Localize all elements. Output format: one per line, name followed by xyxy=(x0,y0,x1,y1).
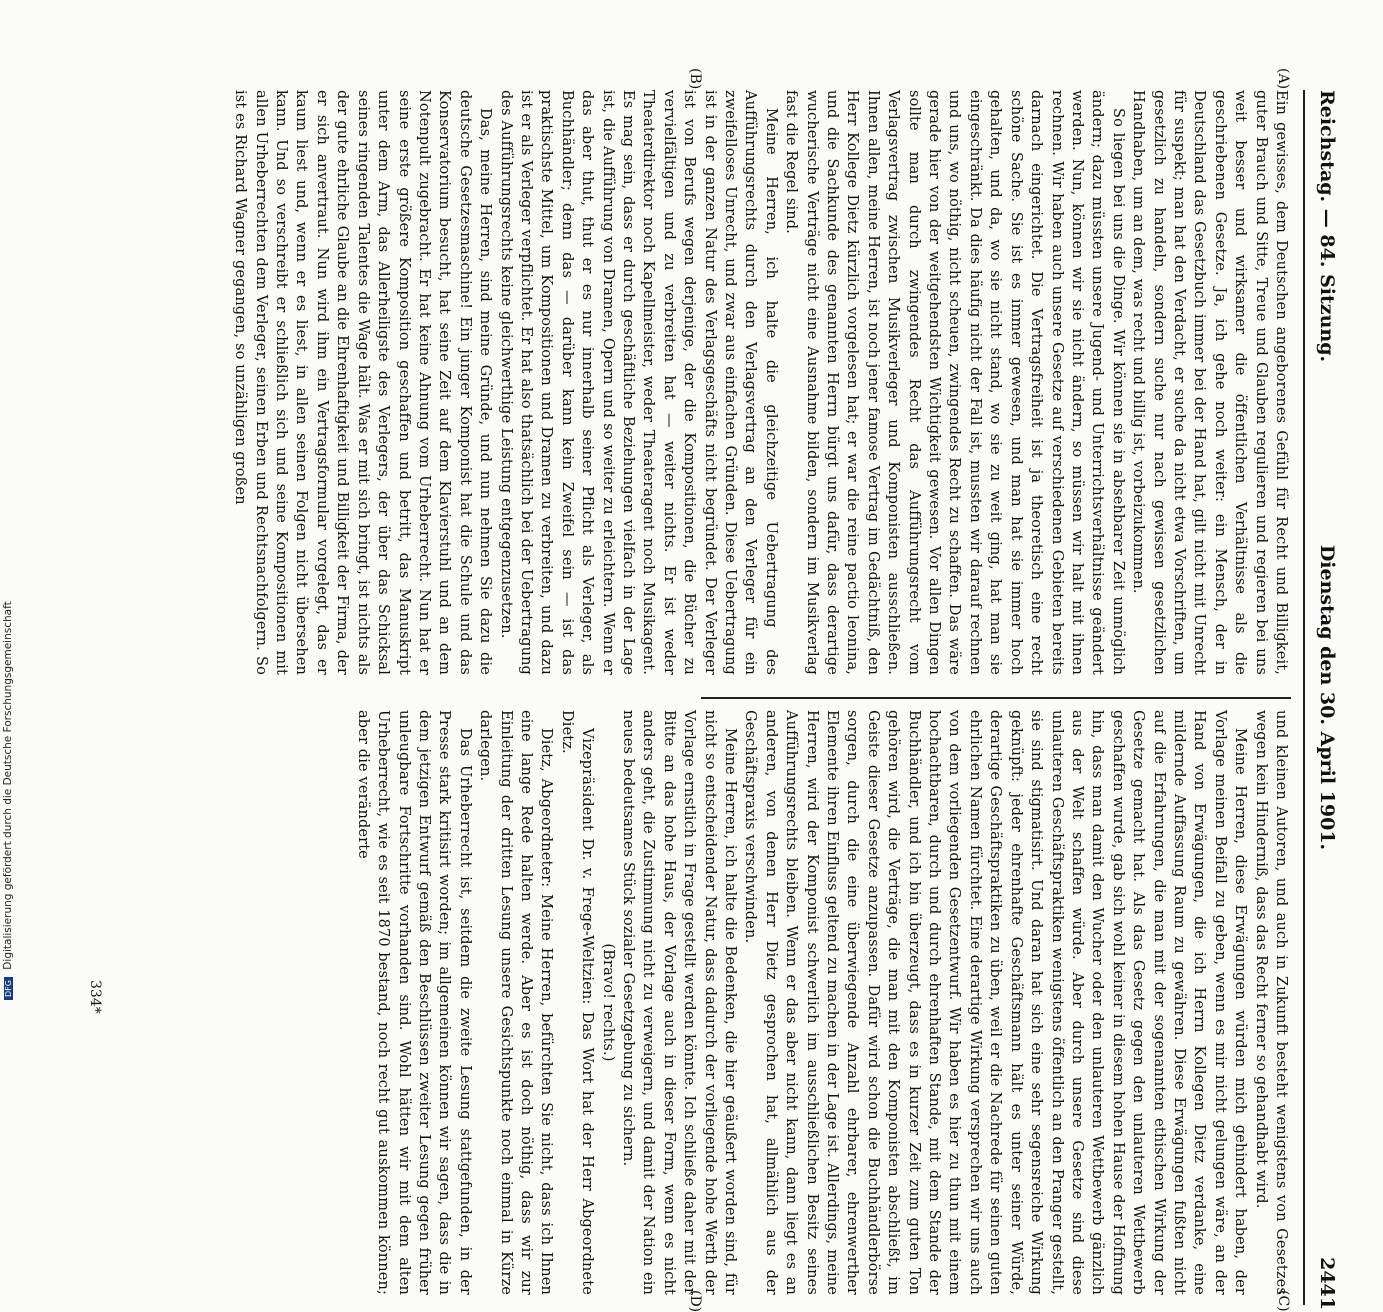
header-rule xyxy=(1303,90,1305,1305)
speaker-intro: Vizepräsident Dr. v. Frege-Weltzien: Das Wort hat der Herr Abgeordnete Dietz. xyxy=(558,710,596,1295)
paragraph: und kleinen Autoren, und auch in Zukunft besteht wenigstens von Gesetzes wegen kein Hinderniß, dass das Recht ferner so gehandhabt wird. xyxy=(1252,710,1289,1295)
paragraph: Meine Herren, diese Erwägungen würden mich gehindert haben, der Vorlage meinen Beifall zu geben, wenn es mir nicht gelungen wäre, an der Hand von Erwägungen, die ich Herrn Kollegen Dietz verdanke, eine mildernde Auffassung Raum zu gewähren. Diese Erwägungen fußten nicht auf die Erfahrungen, die man mit der sogenannten ethischen Wirkung der Gesetze gemacht hat. Als das Gesetz gegen den unlauteren Wettbewerb geschaffen wurde, gab sich wohl keiner in diesem hohen Hause der Hoffnung hin, dass man damit den Wucher oder den unlauteren Wettbewerb gänzlich aus der Welt schaffen würde. Aber durch unsere Gesetze sind diese unlauteren Geschäftspraktiken wenigstens öffentlich an den Pranger gestellt, sie sind stigmatisirt. Und daran hat sich eine sehr segensreiche Wirkung geknüpft: jeder ehrenhafte Geschäftsmann hält es unter seiner Würde, derartige Geschäftspraktiken zu üben, weil er die Nachrede für seinen guten ehrlichen Namen fürchtet. Eine derartige Wirkung versprechen wir uns auch von dem vorliegenden Gesetzentwurf. Wir haben es hier zu thun mit einem hochachtbaren, durch und durch ehrenhaften Stande, mit dem Stande der Buchhändler, und ich bin überzeugt, dass es in kurzer Zeit zum guten Ton gehören wird, die Verträge, die man mit den Komponisten abschließt, im Geiste dieser Gesetze anzupassen. Dafür wird schon die Buchhändlerbörse sorgen, durch die eine überwiegende Anzahl ehrbarer, ehrenwerther Elemente ihren Einfluss geltend zu machen in der Lage ist. Allerdings, meine Herren, wird der Komponist schwerlich im ausschließlichen Besitz seines Aufführungsrechts bleiben. Wenn er das aber nicht kann, dann liegt es an anderen, von denen Herr Dietz gesprochen hat, allmählich aus der Geschäftspraxis verschwinden. xyxy=(742,710,1249,1295)
digitization-credit xyxy=(2,0,14,1000)
paragraph: Dietz, Abgeordneter: Meine Herren, befürchten Sie nicht, dass ich Ihnen eine lange Rede halten werde. Aber es ist doch nöthig, dass wir zur Einleitung der dritten Lesung unsere Gesichtspunkte noch einmal in Kürze darlegen. xyxy=(477,710,555,1295)
left-column xyxy=(230,90,1291,675)
paragraph: Meine Herren, ich halte die gleichzeitige Uebertragung des Aufführungsrechts durch den Verlagsvertrag an den Verleger für ein zweifelloses Unrecht, und zwar aus einfachen Gründen. Diese Uebertragung ist in der ganzen Natur des Verlagsgeschäfts nicht begründet. Der Verleger ist von Berufs wegen derjenige, der die Kompositionen, die Bücher zu vervielfältigen und zu verbreiten hat — weiter nichts. Er ist weder Theaterdirektor noch Kapellmeister, weder Theateragent noch Musikagent. Es mag sein, dass er durch geschäftliche Beziehungen vielfach in der Lage ist, die Aufführung von Dramen, Opern und so weiter zu erleichtern. Wenn er das aber thut, thut er es nur innerhalb seiner Pflicht als Verleger, als Buchhändler; denn das — darüber kann kein Zweifel sein — ist das praktischste Mittel, um Kompositionen und Dramen zu verbreiten, und dazu ist er als Verleger verpflichtet. Er hat also thatsächlich bei der Uebertragung des Aufführungsrechts keine gleichwerthige Leistung entgegenzusetzen. xyxy=(497,90,779,675)
margin-mark-a: (A) xyxy=(1275,68,1291,90)
folio-number: 334* xyxy=(87,980,103,1014)
margin-mark-d: (D) xyxy=(687,1290,703,1312)
header-left: Reichstag. — 84. Sitzung. xyxy=(1316,90,1338,363)
page-number: 2441 xyxy=(1316,1257,1338,1310)
paragraph: Das Urheberrecht ist, seitdem die zweite Lesung stattgefunden, in der Presse stark kritisirt worden; im allgemeinen können wir sagen, dass die in dem jetzigen Entwurf gemäß den Beschlüssen zweiter Lesung gegen früher unleugbare Fortschritte vorhanden sind. Wohl hätten wir mit dem alten Urheberrecht, wie es seit 1870 bestand, noch recht gut auskommen können; aber die veränderte xyxy=(354,710,473,1295)
margin-mark-c: (C) xyxy=(1275,1290,1291,1312)
applause-note: (Bravo! rechts.) xyxy=(599,943,616,1062)
dfg-logo: DFG xyxy=(4,977,13,1000)
paragraph: Meine Herren, ich halte die Bedenken, die hier geäußert worden sind, für nicht so entscheidender Natur, dass dadurch der vorliegende hohe Werth der Vorlage ernstlich in Frage gestellt werden könnte. Ich schließe daher mit der Bitte an das hohe Haus, der Vorlage auch in dieser Form, wenn es nicht anders geht, die Zustimmung nicht zu verweigern, und damit der Nation ein neues bedeutsames Stück sozialer Gesetzgebung zu sichern. xyxy=(620,710,739,1295)
header-date: Dienstag den 30. April 1901. xyxy=(1316,544,1338,851)
margin-mark-b: (B) xyxy=(687,68,703,90)
right-column xyxy=(352,710,1291,1295)
paragraph: Das, meine Herren, sind meine Gründe, und nun nehmen Sie dazu die deutsche Gesetzesmaschine! Ein junger Komponist hat die Schule und das Konservatorium besucht, hat seine Zeit auf dem Klavierstuhl und an dem Notenpult zugebracht. Er hat keine Ahnung vom Urheberrecht. Nun hat er seine erste größere Komposition geschaffen und betritt, das Manuskript unter dem Arm, das Allerheiligste des Verlegers, der über das Schicksal seines ringenden Talentes die Wage hält. Was er mit sich bringt, ist nichts als der gute ehrliche Glaube an die Ehrenhaftigkeit und Billigkeit der Firma, der er sich anvertraut. Nun wird ihm ein Vertragsformular vorgelegt, das er kaum liest und, wenn er es liest, in allen seinen Folgen nicht übersehen kann. Und so verschreibt er schließlich sich und seine Kompositionen mit allen Urheberrechten dem Verleger, seinen Erben und Rechtsnachfolgern. So ist es Richard Wagner gegangen, so unzähligen großen xyxy=(232,90,494,675)
column-divider xyxy=(701,697,1291,699)
credit-text: Digitalisierung gefördert durch die Deutsche Forschungsgemeinschaft xyxy=(2,601,14,970)
paragraph: Ein gewisses, dem Deutschen angeborenes Gefühl für Recht und Billigkeit, guter Brauch und Sitte, Treue und Glauben regulieren und regieren bei uns weit besser und wirksamer die öffentlichen Verhältnisse als die geschriebenen Gesetze. Ja, ich gehe noch weiter: ein Mensch, der in Deutschland das Gesetzbuch immer bei der Hand hat, gilt nicht mit Unrecht für suspekt; man hat den Verdacht, er suche da nicht etwa Vorschriften, um gesetzlich zu handeln, sondern suche nur nach gewissen gesetzlichen Handhaben, um an dem, was recht und billig ist, vorbeizukommen. xyxy=(1130,90,1289,675)
paragraph: So liegen bei uns die Dinge. Wir können sie in absehbarer Zeit unmöglich ändern; dazu müssten unsere Jugend- und Unterrichtsverhältnisse geändert werden. Nun, können wir sie nicht ändern, so müssen wir halt mit ihnen rechnen. Wir haben auch unsere Gesetze auf verschiedenen Gebieten bereits darnach eingerichtet. Die Vertragsfreiheit ist ja theoretisch eine recht schöne Sache. Sie ist es immer gewesen, und man hat sie immer hoch gehalten, und da, wo sie nicht stand, wo sie zu weit ging, hat man sie eingeschränkt. Da dies häufig nicht der Fall ist, mussten wir darauf rechnen und uns, wo nöthig, nicht scheuen, zwingendes Recht zu schaffen. Das wäre gerade hier von der weitgehendsten Wichtigkeit gewesen. Vor allen Dingen sollte man durch zwingendes Recht das Aufführungsrecht vom Verlagsvertrag zwischen Musikverleger und Komponisten ausschließen. Ihnen allen, meine Herren, ist noch jener famose Vertrag im Gedächtniß, den Herr Kollege Dietz kürzlich vorgelesen hat; er war die reine pactio leonina, und die Sachkunde des genannten Herrn bürgt uns dafür, dass derartige wucherische Verträge nicht eine Ausnahme bilden, sondern im Musikverlag fast die Regel sind. xyxy=(783,90,1126,675)
